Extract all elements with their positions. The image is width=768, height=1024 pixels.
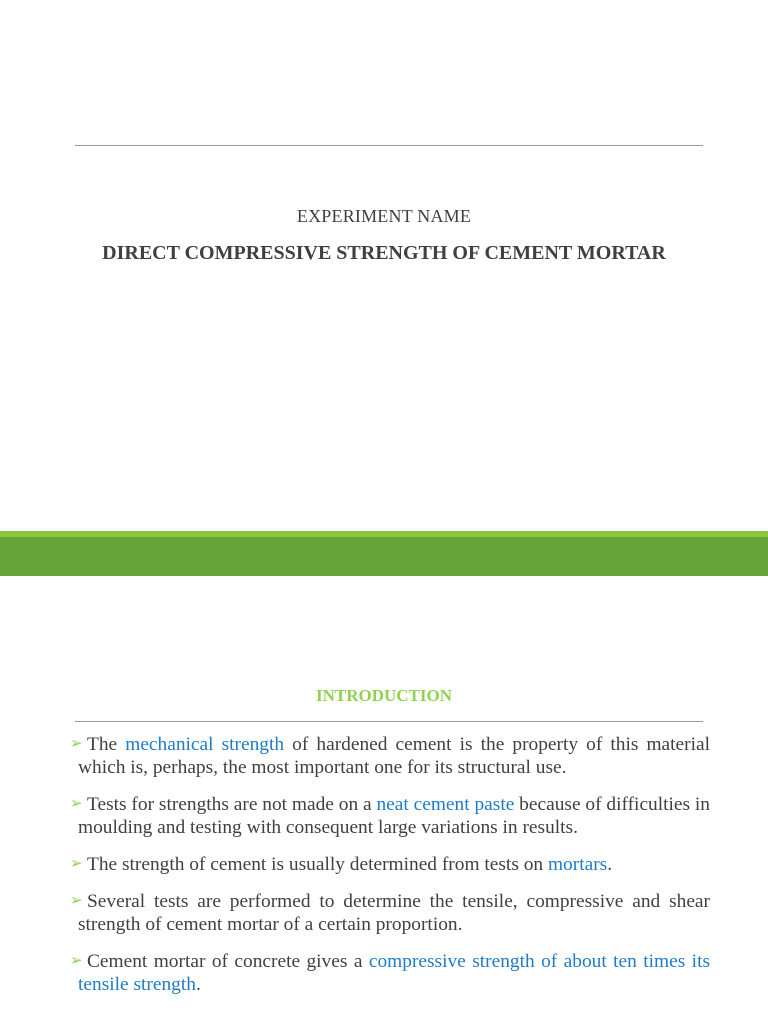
experiment-title: DIRECT COMPRESSIVE STRENGTH OF CEMENT MORTAR — [102, 242, 666, 264]
top-divider — [75, 145, 703, 146]
introduction-bullets — [72, 733, 710, 1010]
bullet-item — [72, 733, 710, 779]
bullet-text: Tests for strengths are not made on a — [87, 794, 377, 815]
arrow-bullet-icon: ➢ — [70, 734, 83, 752]
bullet-text: Several tests are performed to determine the tensile, compressive and shear strength of cement mortar of a certain proportion. — [78, 891, 710, 935]
arrow-bullet-icon: ➢ — [70, 891, 83, 909]
arrow-bullet-icon: ➢ — [70, 794, 83, 812]
bullet-text: of hardened cement is the property of this material which is, perhaps, the most important one for its structural use. — [78, 734, 711, 778]
arrow-bullet-icon: ➢ — [70, 951, 83, 969]
introduction-divider — [75, 721, 703, 722]
experiment-label: EXPERIMENT NAME — [296, 206, 472, 226]
bullet-text: . — [195, 974, 201, 995]
bullet-text: because of difficulties in moulding and testing with consequent large variations in results. — [78, 794, 710, 838]
bullet-item — [72, 793, 710, 839]
green-band — [0, 531, 768, 576]
highlighted-term: compressive strength of about ten times its tensile strength — [78, 951, 711, 995]
bullet-item — [72, 853, 710, 876]
bullet-item — [72, 950, 710, 996]
introduction-heading: INTRODUCTION — [315, 686, 453, 705]
bullet-text: . — [607, 854, 613, 875]
bullet-text: The — [87, 734, 126, 755]
green-band-highlight — [0, 531, 768, 537]
bullet-item — [72, 890, 710, 936]
highlighted-term: mechanical strength — [125, 734, 285, 755]
highlighted-term: neat cement paste — [376, 794, 515, 815]
arrow-bullet-icon: ➢ — [70, 854, 83, 872]
bullet-text: The strength of cement is usually determined from tests on — [87, 854, 548, 875]
highlighted-term: mortars — [547, 854, 608, 875]
bullet-text: Cement mortar of concrete gives a — [87, 951, 369, 972]
